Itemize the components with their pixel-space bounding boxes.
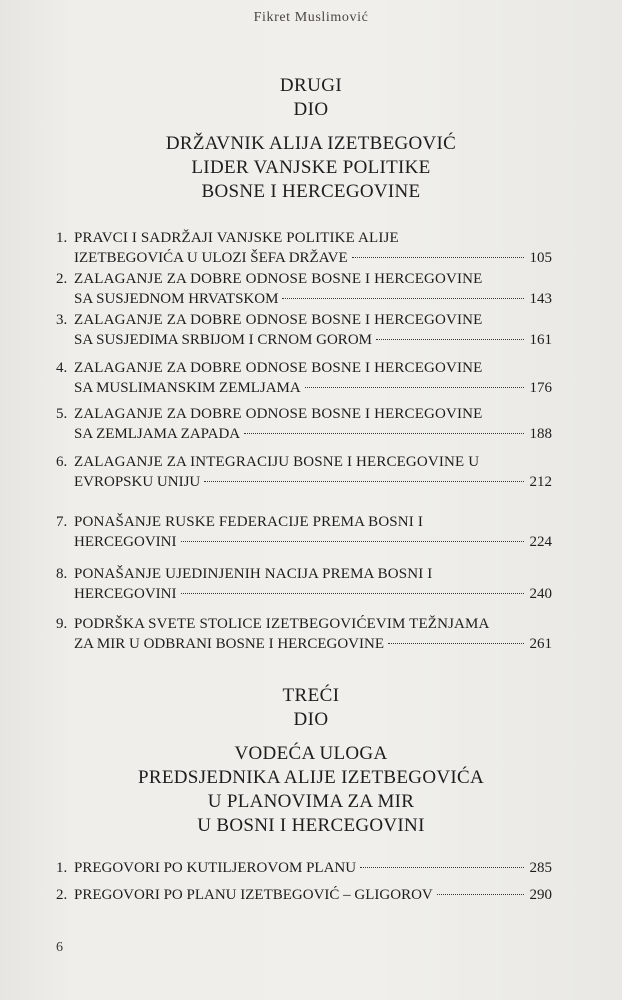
part2-heading-line: DRUGI [279, 75, 343, 96]
part3-title-line: U PLANOVIMA ZA MIR [207, 791, 415, 812]
toc-entry-number: 7. [56, 514, 68, 530]
toc-entry-number: 6. [56, 454, 68, 470]
dot-leader [181, 540, 525, 542]
toc-entry-title-line: PREGOVORI PO KUTILJEROVOM PLANU [74, 860, 357, 876]
part3-title-line: PREDSJEDNIKA ALIJE IZETBEGOVIĆA [137, 767, 484, 788]
toc-entry-title-line: EVROPSKU UNIJU [74, 474, 201, 490]
toc-entry[interactable] [52, 358, 552, 398]
toc-entry-page: 240 [529, 586, 552, 602]
toc-entry[interactable] [52, 614, 552, 654]
toc-entry-page: 176 [529, 380, 552, 396]
toc-entry-page: 224 [529, 534, 552, 550]
toc-entry-page: 105 [529, 250, 552, 266]
dot-leader [244, 432, 524, 434]
page-number: 6 [56, 940, 63, 955]
toc-entry-title-line: PONAŠANJE RUSKE FEDERACIJE PREMA BOSNI I [74, 514, 423, 530]
toc-entry-title-line: ZALAGANJE ZA DOBRE ODNOSE BOSNE I HERCEGOVINE [74, 312, 483, 328]
toc-entry[interactable] [52, 885, 552, 905]
part3-heading-line: TREĆI [282, 685, 340, 706]
part2-title [0, 132, 622, 204]
toc-entry-page: 161 [529, 332, 552, 348]
toc-entry-title-line: PRAVCI I SADRŽAJI VANJSKE POLITIKE ALIJE [74, 230, 399, 246]
part2-heading-line: DIO [293, 99, 329, 120]
toc-entry-title-line: ZALAGANJE ZA DOBRE ODNOSE BOSNE I HERCEGOVINE [74, 360, 483, 376]
toc-entry-title-line: SA SUSJEDNOM HRVATSKOM [74, 291, 279, 307]
toc-entry-number: 8. [56, 566, 68, 582]
toc-entry-page: 188 [529, 426, 552, 442]
toc-entry[interactable] [52, 404, 552, 444]
toc-entry-title-line: SA ZEMLJAMA ZAPADA [74, 426, 241, 442]
part2-title-line: LIDER VANJSKE POLITIKE [191, 157, 431, 178]
dot-leader [437, 893, 524, 895]
toc-entry[interactable] [52, 269, 552, 309]
toc-entry[interactable] [52, 310, 552, 350]
toc-entry-title-line: HERCEGOVINI [74, 586, 177, 602]
part3-title [0, 742, 622, 838]
dot-leader [376, 338, 524, 340]
toc-entry-title-line: ZALAGANJE ZA DOBRE ODNOSE BOSNE I HERCEGOVINE [74, 271, 483, 287]
toc-entry-title-line: ZALAGANJE ZA DOBRE ODNOSE BOSNE I HERCEGOVINE [74, 406, 483, 422]
toc-entry[interactable] [52, 564, 552, 604]
toc-entry-number: 9. [56, 616, 68, 632]
dot-leader [388, 642, 524, 644]
part3-heading [0, 684, 622, 732]
toc-entry-title-line: SA MUSLIMANSKIM ZEMLJAMA [74, 380, 301, 396]
toc-entry-number: 2. [56, 887, 68, 903]
part3-title-line: VODEĆA ULOGA [234, 743, 388, 764]
toc-entry-number: 5. [56, 406, 68, 422]
dot-leader [305, 386, 524, 388]
dot-leader [181, 592, 525, 594]
dot-leader [204, 480, 524, 482]
running-header-author: Fikret Muslimović [253, 10, 369, 25]
toc-entry-page: 143 [529, 291, 552, 307]
dot-leader [352, 256, 524, 258]
toc-entry-title-line: PONAŠANJE UJEDINJENIH NACIJA PREMA BOSNI I [74, 566, 433, 582]
toc-entry-page: 290 [529, 887, 552, 903]
toc-entry-number: 4. [56, 360, 68, 376]
part2-title-line: DRŽAVNIK ALIJA IZETBEGOVIĆ [165, 133, 457, 154]
dot-leader [360, 866, 524, 868]
part2-title-line: BOSNE I HERCEGOVINE [201, 181, 421, 202]
toc-entry[interactable] [52, 452, 552, 492]
toc-entry-number: 1. [56, 230, 68, 246]
toc-entry-number: 2. [56, 271, 68, 287]
part2-heading [0, 74, 622, 122]
part3-heading-line: DIO [293, 709, 329, 730]
toc-entry-page: 261 [529, 636, 552, 652]
toc-entry[interactable] [52, 858, 552, 878]
toc-entry-number: 3. [56, 312, 68, 328]
toc-entry-page: 285 [529, 860, 552, 876]
toc-entry-title-line: SA SUSJEDIMA SRBIJOM I CRNOM GOROM [74, 332, 372, 348]
part3-title-line: U BOSNI I HERCEGOVINI [197, 815, 425, 836]
toc-entry[interactable] [52, 512, 552, 552]
toc-entry-title-line: PODRŠKA SVETE STOLICE IZETBEGOVIĆEVIM TEŽNJAMA [74, 616, 490, 632]
dot-leader [282, 297, 524, 299]
toc-entry-title-line: IZETBEGOVIĆA U ULOZI ŠEFA DRŽAVE [74, 250, 348, 266]
toc-entry-title-line: ZALAGANJE ZA INTEGRACIJU BOSNE I HERCEGOVINE U [74, 454, 480, 470]
toc-entry-page: 212 [529, 474, 552, 490]
toc-entry-title-line: ZA MIR U ODBRANI BOSNE I HERCEGOVINE [74, 636, 384, 652]
toc-entry-number: 1. [56, 860, 68, 876]
toc-entry[interactable] [52, 228, 552, 268]
toc-entry-title-line: HERCEGOVINI [74, 534, 177, 550]
toc-entry-title-line: PREGOVORI PO PLANU IZETBEGOVIĆ – GLIGOROV [74, 887, 433, 903]
